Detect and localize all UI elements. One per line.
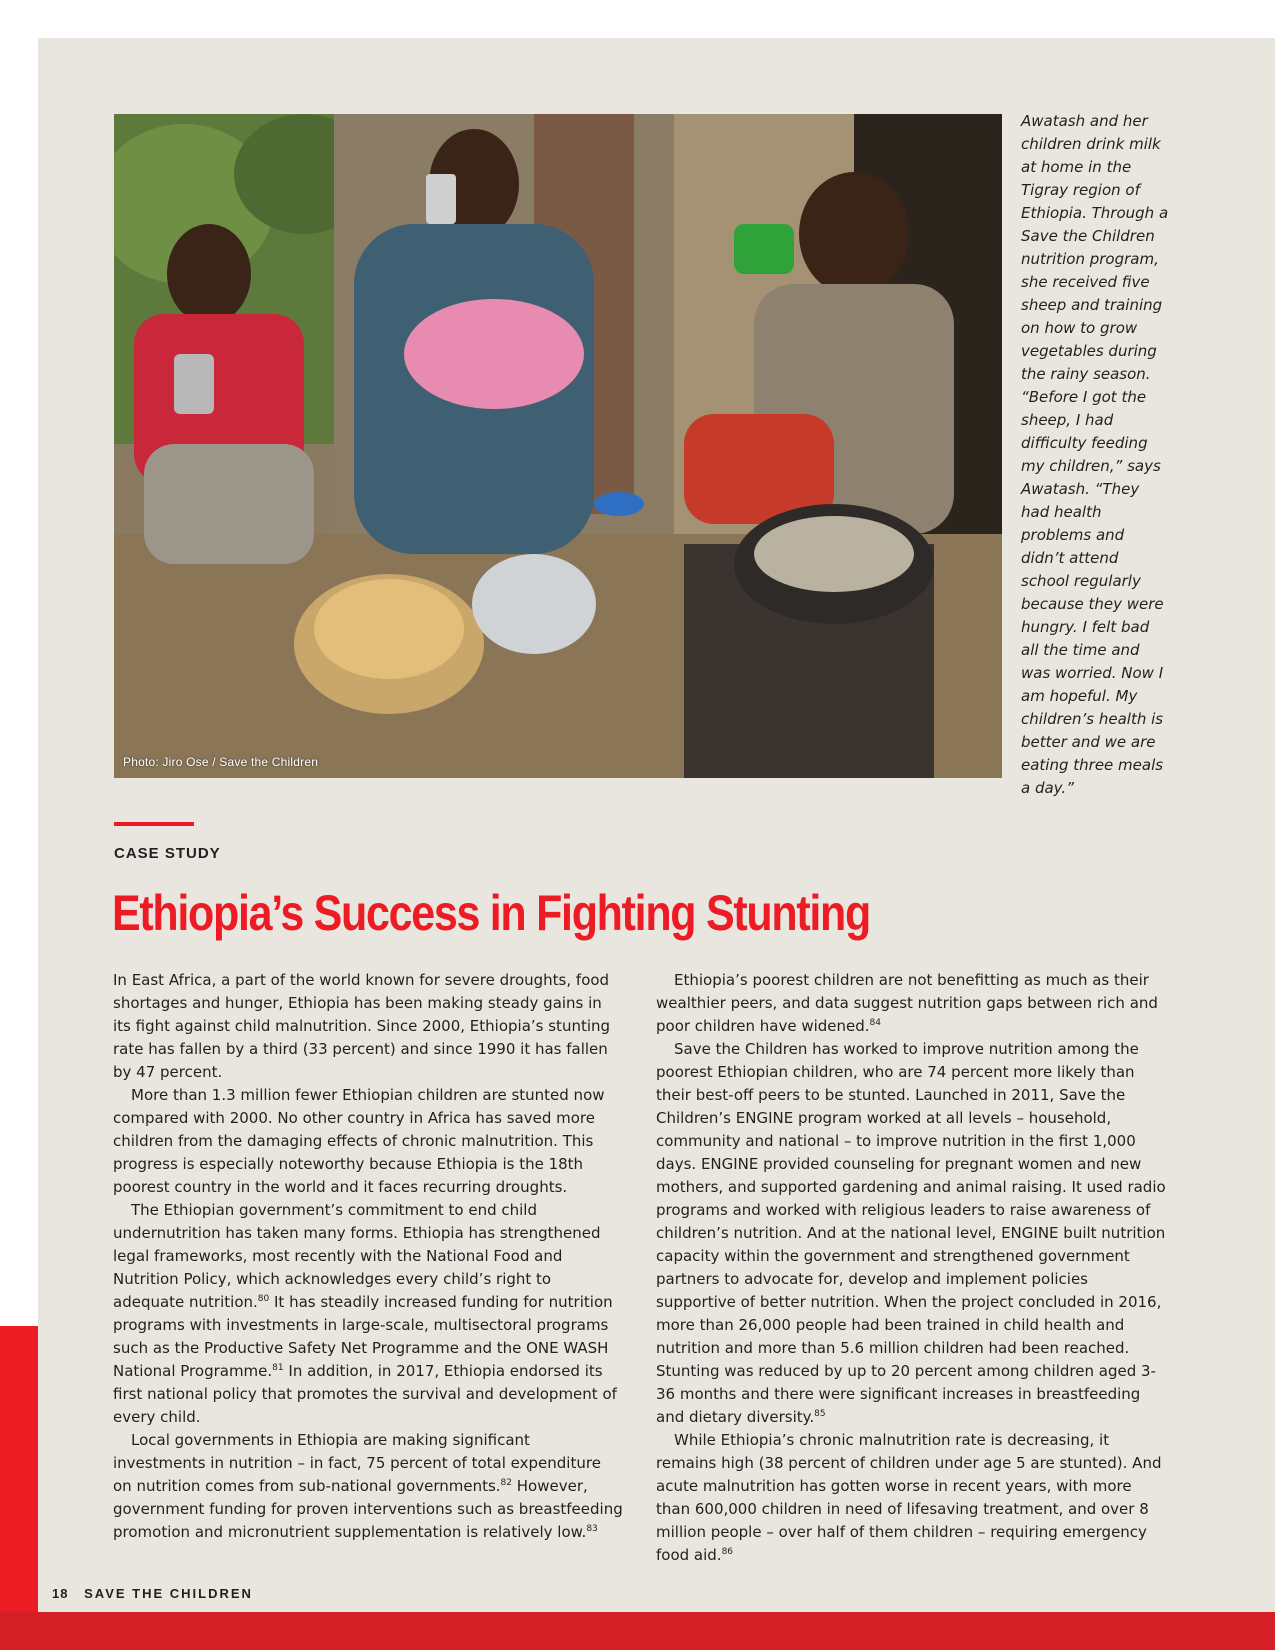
- paragraph-text: More than 1.3 million fewer Ethiopian children are stunted now compared with 2000. No other country in Africa has saved more children from the damaging effects of chronic malnutrition. This progress is especially noteworthy because Ethiopia is the 18th poorest country in the world and it faces recurring droughts.: [113, 1086, 605, 1196]
- paragraph-text: In East Africa, a part of the world known for severe droughts, food shortages and hunger, Ethiopia has been making steady gains in its fight against child malnutrition. Since 2000, Ethiopia’s stunting rate has fallen by a third (33 percent) and since 1990 it has fallen by 47 percent.: [113, 971, 611, 1081]
- photo-illustration: [114, 114, 1002, 778]
- footnote-ref: 80: [257, 1294, 270, 1304]
- paragraph: [656, 969, 1166, 1038]
- photo: [114, 114, 1002, 778]
- footnote-ref: 85: [814, 1409, 826, 1419]
- paragraph-text: Local governments in Ethiopia are making significant investments in nutrition – in fact, 75 percent of total expenditure on nutrition comes from sub-national governments.: [113, 1431, 601, 1495]
- metal-plate: [472, 554, 596, 654]
- injera-bread: [314, 579, 464, 679]
- paragraph-text: It has steadily increased funding for nutrition programs with investments in large-scale, multisectoral programs such as the Productive Safety Net Programme and the ONE WASH National Programme.: [113, 1293, 613, 1380]
- publication-name: SAVE THE CHILDREN: [84, 1586, 253, 1601]
- paragraph-text: The Ethiopian government’s commitment to end child undernutrition has taken many forms. Ethiopia has strengthened legal frameworks, most recently with the National Food and Nutrition Policy, which acknowledges every child’s right to adequate nutrition.: [113, 1201, 601, 1311]
- section-kicker: CASE STUDY: [114, 845, 221, 862]
- pot-contents: [754, 516, 914, 592]
- paragraph: [656, 1429, 1166, 1567]
- baby-blanket: [404, 299, 584, 409]
- paragraph-text: While Ethiopia’s chronic malnutrition rate is decreasing, it remains high (38 percent of children under age 5 are stunted). And acute malnutrition has gotten worse in recent years, with more than 600,000 children in need of lifesaving treatment, and over 8 million people – over half of them children – requiring emergency food aid.: [656, 1431, 1162, 1564]
- paragraph-text: In addition, in 2017, Ethiopia endorsed its first national policy that promotes the survival and development of every child.: [113, 1362, 617, 1426]
- metal-cup: [174, 354, 214, 414]
- paragraph-text: Save the Children has worked to improve nutrition among the poorest Ethiopian children, who are 74 percent more likely than their best-off peers to be stunted. Launched in 2011, Save the Children’s ENGINE program worked at all levels – household, community and national – to improve nutrition in the first 1,000 days. ENGINE provided counseling for pregnant women and new mothers, and supported gardening and animal raising. It used radio programs and worked with religious leaders to raise awareness of children’s nutrition. And at the national level, ENGINE built nutrition capacity within the government and strengthened government partners to advocate for, develop and implement policies supportive of better nutrition. When the project concluded in 2016, more than 26,000 people had been trained in child health and nutrition and more than 5.6 million children had been reached. Stunting was reduced by up to 20 percent among children aged 3-36 months and there were significant increases in breastfeeding and dietary diversity.: [656, 1040, 1166, 1426]
- footnote-ref: 82: [500, 1478, 512, 1488]
- footnote-ref: 81: [272, 1363, 284, 1373]
- green-cup: [734, 224, 794, 274]
- paragraph: [113, 1199, 623, 1429]
- paragraph: [656, 1038, 1166, 1429]
- metal-cup: [426, 174, 456, 224]
- paragraph-text: However, government funding for proven interventions such as breastfeeding promotion and micronutrient supplementation is relatively low.: [113, 1477, 623, 1541]
- paragraph: [113, 1084, 623, 1199]
- red-bottom-band: [0, 1612, 1275, 1650]
- child-right-head: [799, 172, 909, 296]
- right-column: [656, 969, 1166, 1567]
- photo-caption: Awatash and her children drink milk at home in the Tigray region of Ethiopia. Through a Save the Children nutrition program, she received five sheep and training on how to grow vegetables during the rainy season. “Before I got the sheep, I had difficulty feeding my children,” says Awatash. “They had health problems and didn’t attend school regularly because they were hungry. I felt bad all the time and was worried. Now I am hopeful. My children’s health is better and we are eating three meals a day.”: [1021, 112, 1169, 797]
- red-side-band: [0, 1326, 38, 1612]
- child-left-head: [167, 224, 251, 324]
- footnote-ref: 86: [721, 1547, 734, 1557]
- left-column: [113, 969, 623, 1544]
- paragraph: [113, 969, 623, 1084]
- page-number: 18: [52, 1586, 69, 1601]
- paragraph-text: Ethiopia’s poorest children are not benefitting as much as their wealthier peers, and data suggest nutrition gaps between rich and poor children have widened.: [656, 971, 1158, 1035]
- blue-bowl: [594, 492, 644, 516]
- footnote-ref: 84: [869, 1018, 881, 1028]
- child-left-trousers: [144, 444, 314, 564]
- headline: Ethiopia’s Success in Fighting Stunting: [112, 885, 870, 941]
- photo-credit: Photo: Jiro Ose / Save the Children: [123, 755, 319, 769]
- footnote-ref: 83: [586, 1524, 598, 1534]
- page-footer: [52, 1586, 253, 1601]
- paragraph: [113, 1429, 623, 1544]
- accent-bar: [114, 822, 194, 826]
